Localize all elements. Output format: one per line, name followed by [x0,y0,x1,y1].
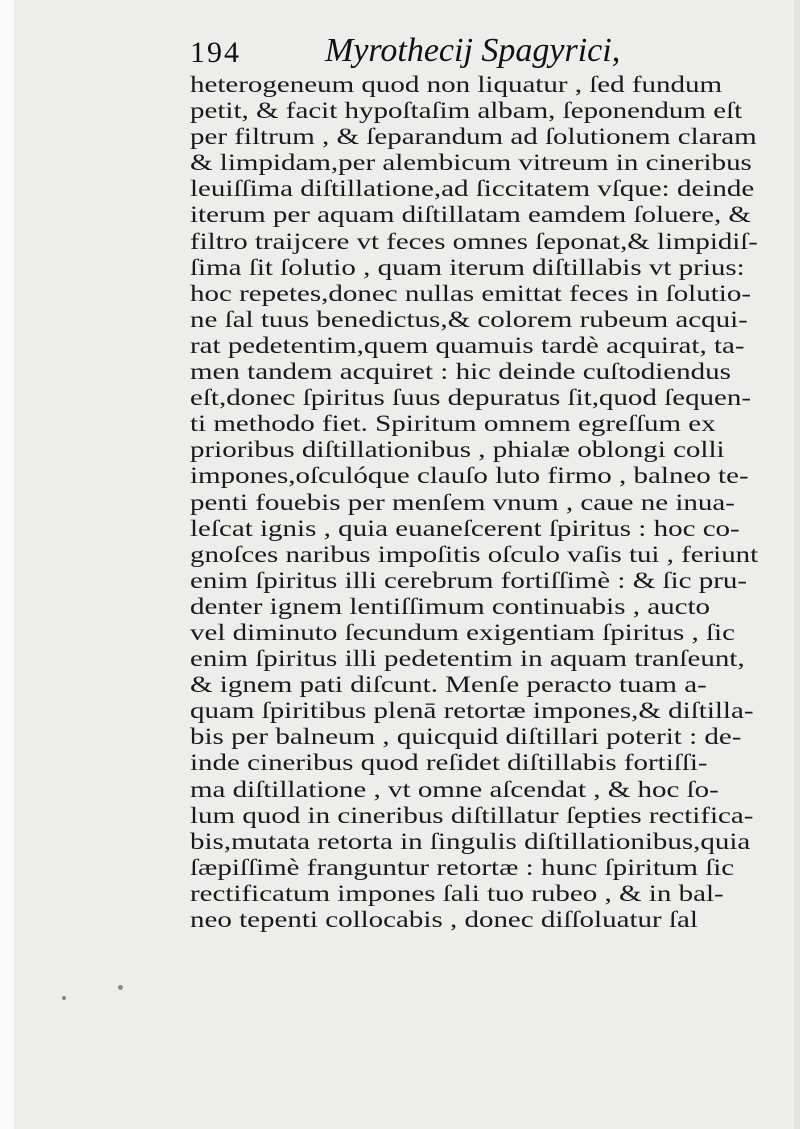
text-line: hoc repetes,donec nullas emittat feces in ſolutio- [190,280,751,307]
text-line: men tandem acquiret : hic deinde cuſtodiendus [190,359,731,386]
text-line: eſt,donec ſpiritus ſuus depuratus ſit,quod ſequen- [190,385,752,412]
text-line: iterum per aquam diſtillatam eamdem ſoluere, & [190,202,751,229]
text-line: & limpidam,per alembicum vitreum in cineribus [190,150,752,177]
text-line: per filtrum , & ſeparandum ad ſolutionem claram [190,124,757,151]
text-line: ma diſtillatione , vt omne aſcendat , & hoc ſo- [190,776,719,803]
text-line: bis per balneum , quicquid diſtillari poterit : de- [190,724,742,751]
paper-speck [118,985,123,990]
text-line: enim ſpiritus illi pedetentim in aquam tranſeunt, [190,646,745,673]
text-line: rectificatum impones ſali tuo rubeo , & in bal- [190,880,724,907]
text-line: vel diminuto ſecundum exigentiam ſpiritus , ſic [190,619,735,646]
text-line: rat pedetentim,quem quamuis tardè acquirat, ta- [190,332,745,359]
text-line: & ignem pati diſcunt. Menſe peracto tuam a- [190,672,707,699]
body-text [190,72,760,933]
text-line: gnoſces naribus impoſitis oſculo vaſis tui , feriunt [190,541,759,568]
page-header [190,30,770,70]
text-line: penti fouebis per menſem vnum , caue ne inua- [190,489,735,516]
text-line: inde cineribus quod reſidet diſtillabis fortiſſi- [190,750,708,777]
text-line: petit, & facit hypoſtaſim albam, ſeponendum eſt [190,98,743,125]
text-line: filtro traijcere vt feces omnes ſeponat,& limpidiſ- [190,228,758,255]
page-number: 194 [190,36,241,69]
text-line: prioribus diſtillationibus , phialæ oblongi colli [190,437,725,464]
text-line: ſæpiſſimè franguntur retortæ : hunc ſpiritum ſic [190,854,735,881]
text-line: enim ſpiritus illi cerebrum fortiſſimè : & ſic pru- [190,567,748,594]
text-line: denter ignem lentiſſimum continuabis , aucto [190,593,710,620]
text-line: heterogeneum quod non liquatur , ſed fundum [190,72,723,98]
text-line: quam ſpiritibus plenā retortæ impones,& diſtilla- [190,698,754,725]
text-line: ti methodo fiet. Spiritum omnem egreſſum ex [190,411,716,438]
running-title: Myrothecij Spagyrici, [325,32,621,69]
text-line: bis,mutata retorta in ſingulis diſtillationibus,quia [190,828,751,855]
paper-speck [62,996,66,1000]
text-line: neo tepenti collocabis , donec diſſoluatur ſal [190,907,698,933]
text-line: ſima ſit ſolutio , quam iterum diſtillabis vt prius: [190,254,745,281]
text-line: lum quod in cineribus diſtillatur ſepties rectifica- [190,802,754,829]
page-gutter [0,0,14,1129]
text-line: ne ſal tuus benedictus,& colorem rubeum acqui- [190,306,748,333]
text-line: impones,oſculóque clauſo luto firmo , balneo te- [190,463,749,490]
text-line: leſcat ignis , quia euaneſcerent ſpiritus : hoc co- [190,515,740,542]
text-line: leuiſſima diſtillatione,ad ſiccitatem vſque: deinde [190,176,755,203]
